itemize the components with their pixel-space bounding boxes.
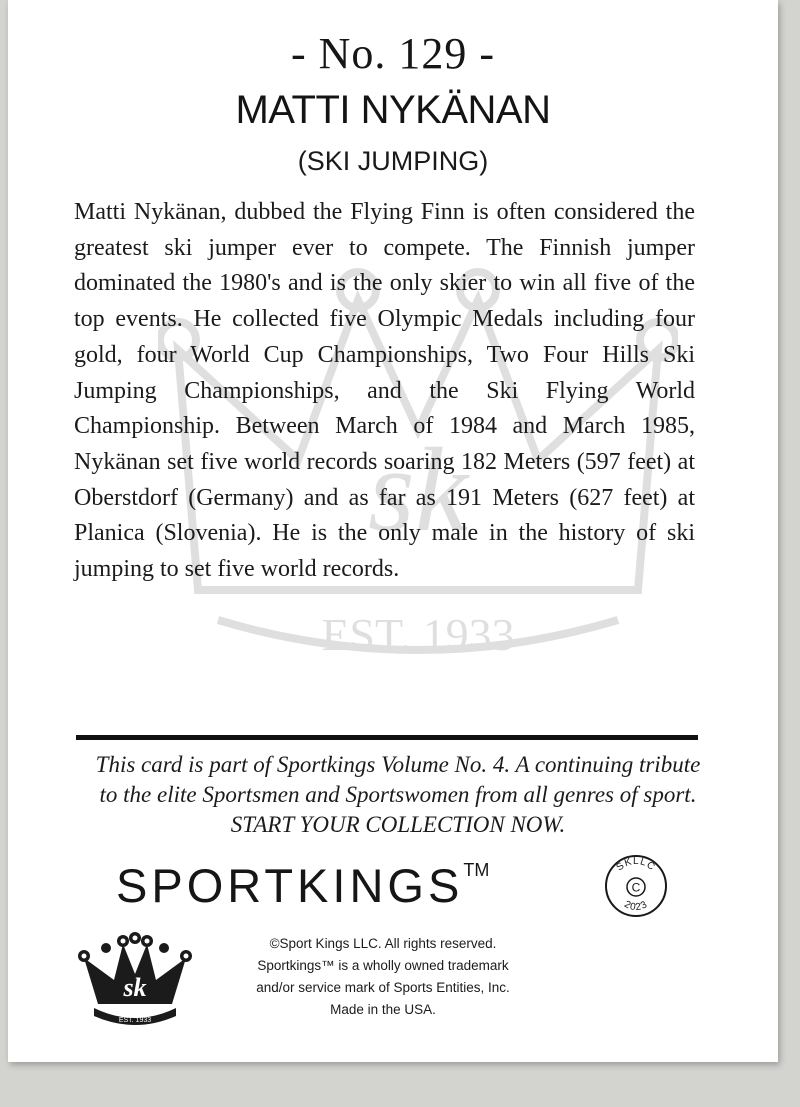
watermark-est-text: EST. 1933 <box>321 609 515 660</box>
seal-top-text: SKLLC <box>614 855 658 874</box>
copyright-seal-icon <box>603 853 669 919</box>
svg-text:SKLLC <box>615 856 658 873</box>
legal-text <box>233 933 533 1021</box>
divider-rule <box>76 735 698 740</box>
trademark-symbol: TM <box>463 860 490 880</box>
tribute-text <box>48 750 748 840</box>
brand-name: SPORTKINGS <box>116 859 464 912</box>
legal-line-1: ©Sport Kings LLC. All rights reserved. <box>269 936 497 951</box>
svg-text:2023 <box>622 899 650 913</box>
tribute-line-2: to the elite Sportsmen and Sportswomen from all genres of sport. <box>99 782 697 807</box>
legal-line-4: Made in the USA. <box>330 1002 436 1017</box>
card-back <box>8 0 778 1062</box>
seal-bottom-text: 2023 <box>622 899 650 914</box>
sportkings-wordmark <box>116 858 489 913</box>
svg-text:sk: sk <box>368 423 468 556</box>
tribute-line-1: This card is part of Sportkings Volume No. 4. A continuing tribute <box>95 752 701 777</box>
logo-est-text: EST. 1933 <box>118 1017 152 1024</box>
athlete-biography: Matti Nykänan, dubbed the Flying Finn is often considered the greatest ski jumper ever to compete. The Finnish jumper dominated the 1980's and is the only skier to win all five of the top events. He collected five Olympic Medals including four gold, four World Cup Championships, Two Four Hills Ski Jumping Championships, and the Ski Flying World Championship. Between March of 1984 and March 1985, Nykänan set five world records soaring 182 Meters (597 feet) at Oberstdorf (Germany) and as far as 191 Meters (627 feet) at Planica (Slovenia). He is the only male in the history of ski jumping to set five world records. <box>74 199 695 583</box>
athlete-name: MATTI NYKÄNAN <box>235 88 551 132</box>
tribute-line-3: START YOUR COLLECTION NOW. <box>230 812 566 837</box>
athlete-sport: (SKI JUMPING) <box>297 146 489 176</box>
logo-monogram: sk <box>123 973 147 1002</box>
legal-line-2: Sportkings™ is a wholly owned trademark <box>257 958 509 973</box>
sportkings-crown-logo-icon <box>76 930 194 1030</box>
seal-center-text: C <box>631 880 641 895</box>
legal-line-3: and/or service mark of Sports Entities, Inc. <box>256 980 510 995</box>
card-number: - No. 129 - <box>290 29 496 78</box>
